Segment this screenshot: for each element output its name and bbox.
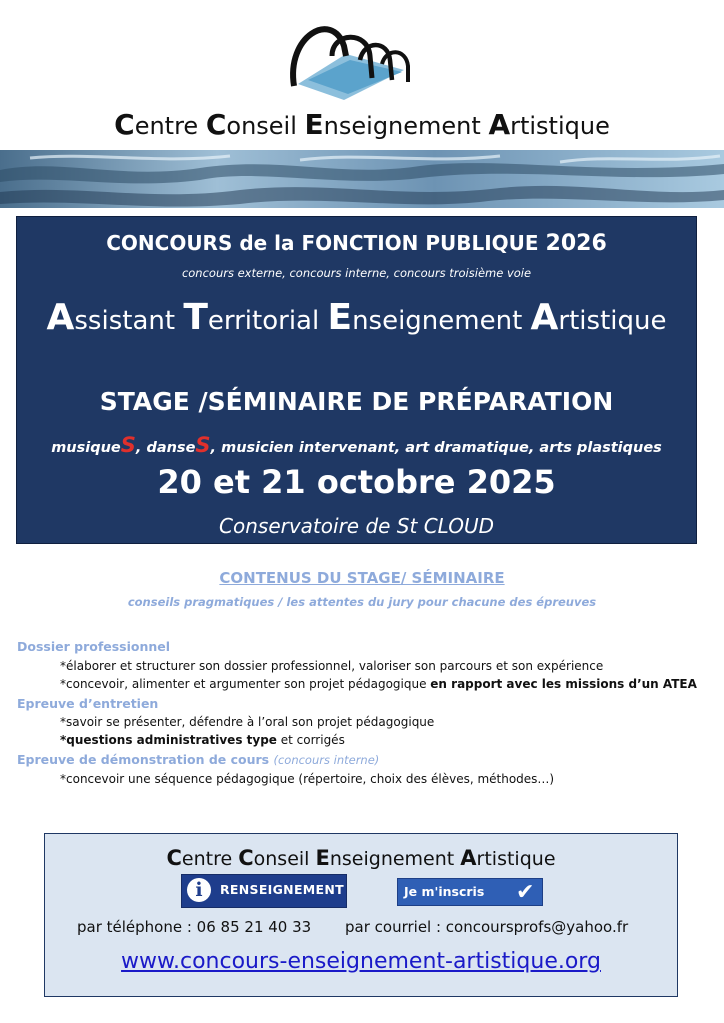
seminar-dates: 20 et 21 octobre 2025 bbox=[157, 463, 556, 501]
section-cours-item: *concevoir une séquence pédagogique (répertoire, choix des élèves, méthodes…) bbox=[60, 772, 555, 786]
contents-subtitle: conseils pragmatiques / les attentes du jury pour chacune des épreuves bbox=[127, 595, 597, 609]
announcement-block bbox=[16, 216, 697, 544]
section-entretien-title: Epreuve d’entretien bbox=[17, 696, 159, 711]
contact-box bbox=[44, 833, 678, 997]
competition-title: CONCOURS de la FONCTION PUBLIQUE 2026 bbox=[106, 231, 607, 256]
section-dossier-item: *concevoir, alimenter et argumenter son projet pédagogique en rapport avec les missions d’un ATEA bbox=[60, 677, 697, 691]
section-dossier-item: *élaborer et structurer son dossier professionnel, valoriser son parcours et son expérience bbox=[60, 659, 604, 673]
grade-title: Assistant Territorial Enseignement Artistique bbox=[46, 297, 667, 338]
renseignement-label: RENSEIGNEMENT bbox=[220, 882, 344, 897]
section-dossier-title: Dossier professionnel bbox=[17, 639, 171, 654]
section-entretien-item: *questions administratives type et corrigés bbox=[60, 733, 345, 747]
organization-name: Centre Conseil Enseignement Artistique bbox=[114, 108, 610, 141]
website-link[interactable]: www.concours-enseignement-artistique.org bbox=[121, 949, 601, 974]
section-cours-title: Epreuve de démonstration de cours (concours interne) bbox=[17, 752, 380, 767]
seminar-title: STAGE /SÉMINAIRE DE PRÉPARATION bbox=[99, 387, 614, 416]
section-entretien-item: *savoir se présenter, défendre à l’oral son projet pédagogique bbox=[60, 715, 435, 729]
contents-heading: CONTENUS DU STAGE/ SÉMINAIRE bbox=[219, 569, 505, 587]
checkmark-icon: ✔ bbox=[516, 880, 535, 905]
disciplines-list: musiqueS, danseS, musicien intervenant, art dramatique, arts plastiques bbox=[51, 433, 662, 457]
phone-text: par téléphone : 06 85 21 40 33 bbox=[77, 918, 312, 936]
ccea-logo bbox=[284, 16, 419, 112]
renseignement-button[interactable] bbox=[181, 874, 347, 908]
seminar-venue: Conservatoire de St CLOUD bbox=[219, 514, 494, 538]
signup-button[interactable] bbox=[397, 878, 543, 906]
info-icon: i bbox=[187, 878, 211, 902]
water-banner-image bbox=[0, 150, 724, 208]
contact-box-title: Centre Conseil Enseignement Artistique bbox=[166, 846, 556, 870]
competition-types: concours externe, concours interne, concours troisième voie bbox=[181, 266, 532, 280]
signup-label: Je m'inscris bbox=[404, 884, 485, 899]
email-text[interactable]: par courriel : concoursprofs@yahoo.fr bbox=[345, 918, 629, 936]
